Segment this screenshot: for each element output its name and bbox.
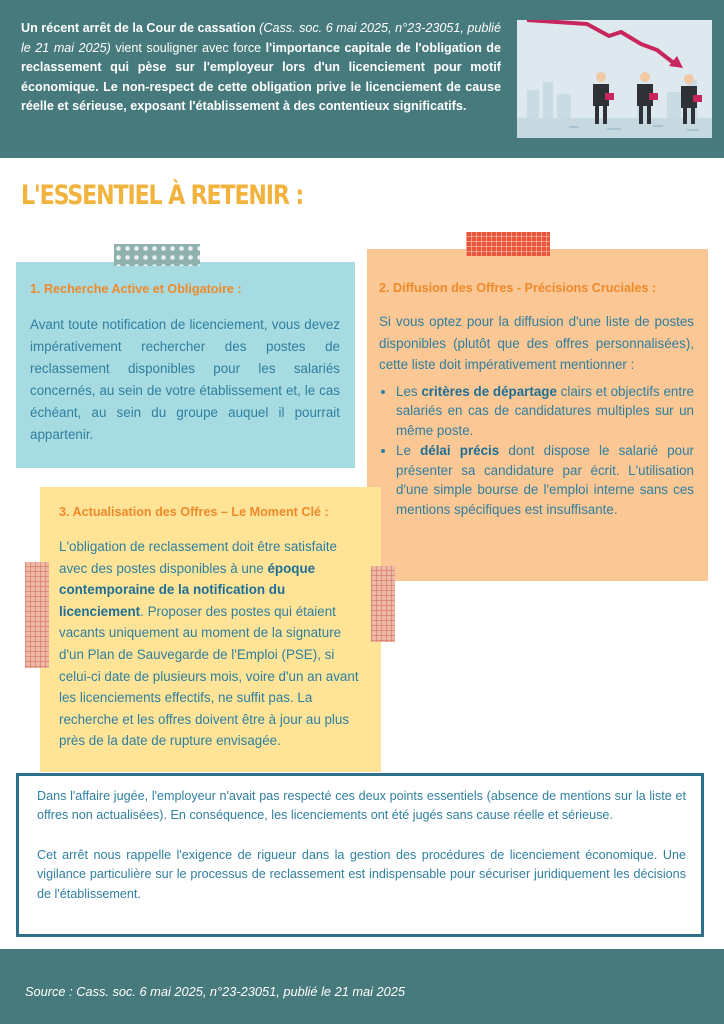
intro-citation: (Cass. soc. 6 mai 2025, n°23-23051, publié le 21 mai 2025) — [21, 21, 501, 55]
conclusion-paragraph: Cet arrêt nous rappelle l'exigence de rigueur dans la gestion des procédures de licenciement économique. Une vigilance particulière sur le processus de reclassement est indispensable pour sécuriser juridiquement les décisions de l'établissement. — [37, 847, 686, 901]
intro-text: vient souligner avec force — [110, 40, 266, 55]
card-active-search-heading: 1. Recherche Active et Obligatoire : — [30, 282, 242, 296]
section-title: L'ESSENTIEL À RETENIR : — [21, 180, 304, 211]
businessmen-falling-arrow-icon — [517, 20, 712, 138]
decorative-tape — [114, 244, 200, 266]
intro-emphasis: l'importance capitale de l'obligation de reclassement qui pèse sur l'employeur lors d'un licenciement pour motif économique. Le non-respect de cette obligation prive le licenciement de cause réelle et sérieuse, exposant l'établissement à des contentieux significatifs. — [21, 40, 501, 114]
card-offer-diffusion-text: Si vous optez pour la diffusion d'une liste de postes disponibles (plutôt que des offres personnalisées), cette liste doit impérativement mentionner : — [379, 314, 694, 373]
requirements-list — [379, 382, 694, 520]
card-offer-update — [40, 487, 381, 772]
conclusion-box — [16, 773, 704, 937]
card-offer-update-text: L'obligation de reclassement doit être satisfaite avec des postes disponibles à une époque contemporaine de la notification du licenciement. Proposer des postes qui étaient vacants uniquement au moment de la signature d'un Plan de Sauvegarde de l'Emploi (PSE), si celui-ci date de plusieurs mois, voire d'un an avant les licenciements effectifs, ne suffit pas. La recherche et les offres doivent être à jour au plus près de la date de rupture envisagée. — [59, 539, 359, 749]
declining-chart-illustration — [517, 20, 712, 138]
intro-court-text: Un récent arrêt de la Cour de cassation — [21, 21, 260, 35]
decorative-tape — [466, 232, 550, 256]
card-offer-diffusion-heading: 2. Diffusion des Offres - Précisions Cruciales : — [379, 281, 657, 295]
decorative-tape — [371, 566, 395, 642]
card-offer-diffusion — [367, 249, 708, 581]
footer-banner — [0, 949, 724, 1024]
card-offer-update-heading: 3. Actualisation des Offres – Le Moment Clé : — [59, 505, 329, 519]
source-citation: Source : Cass. soc. 6 mai 2025, n°23-23051, publié le 21 mai 2025 — [25, 984, 406, 999]
header-banner — [0, 0, 724, 158]
conclusion-paragraph: Dans l'affaire jugée, l'employeur n'avait pas respecté ces deux points essentiels (absence de mentions sur la liste et offres non actualisées). En conséquence, les licenciements ont été jugés sans cause réelle et sérieuse. — [37, 789, 686, 823]
decorative-tape — [25, 562, 49, 668]
list-item: • Les critères de départage clairs et objectifs entre salariés en cas de candidatures multiples sur un même poste. — [396, 382, 694, 441]
intro-paragraph — [21, 19, 501, 117]
card-active-search — [16, 262, 355, 468]
card-active-search-text: Avant toute notification de licenciement, vous devez impérativement rechercher des postes de reclassement disponibles pour les salariés concernés, au sein de votre établissement et, le cas échéant, au sein du groupe auquel il pourrait appartenir. — [30, 317, 340, 442]
list-item: • Le délai précis dont dispose le salarié pour présenter sa candidature par écrit. L'utilisation d'une simple bourse de l'emploi interne sans ces mentions spécifiques est insuffisante. — [396, 441, 694, 519]
